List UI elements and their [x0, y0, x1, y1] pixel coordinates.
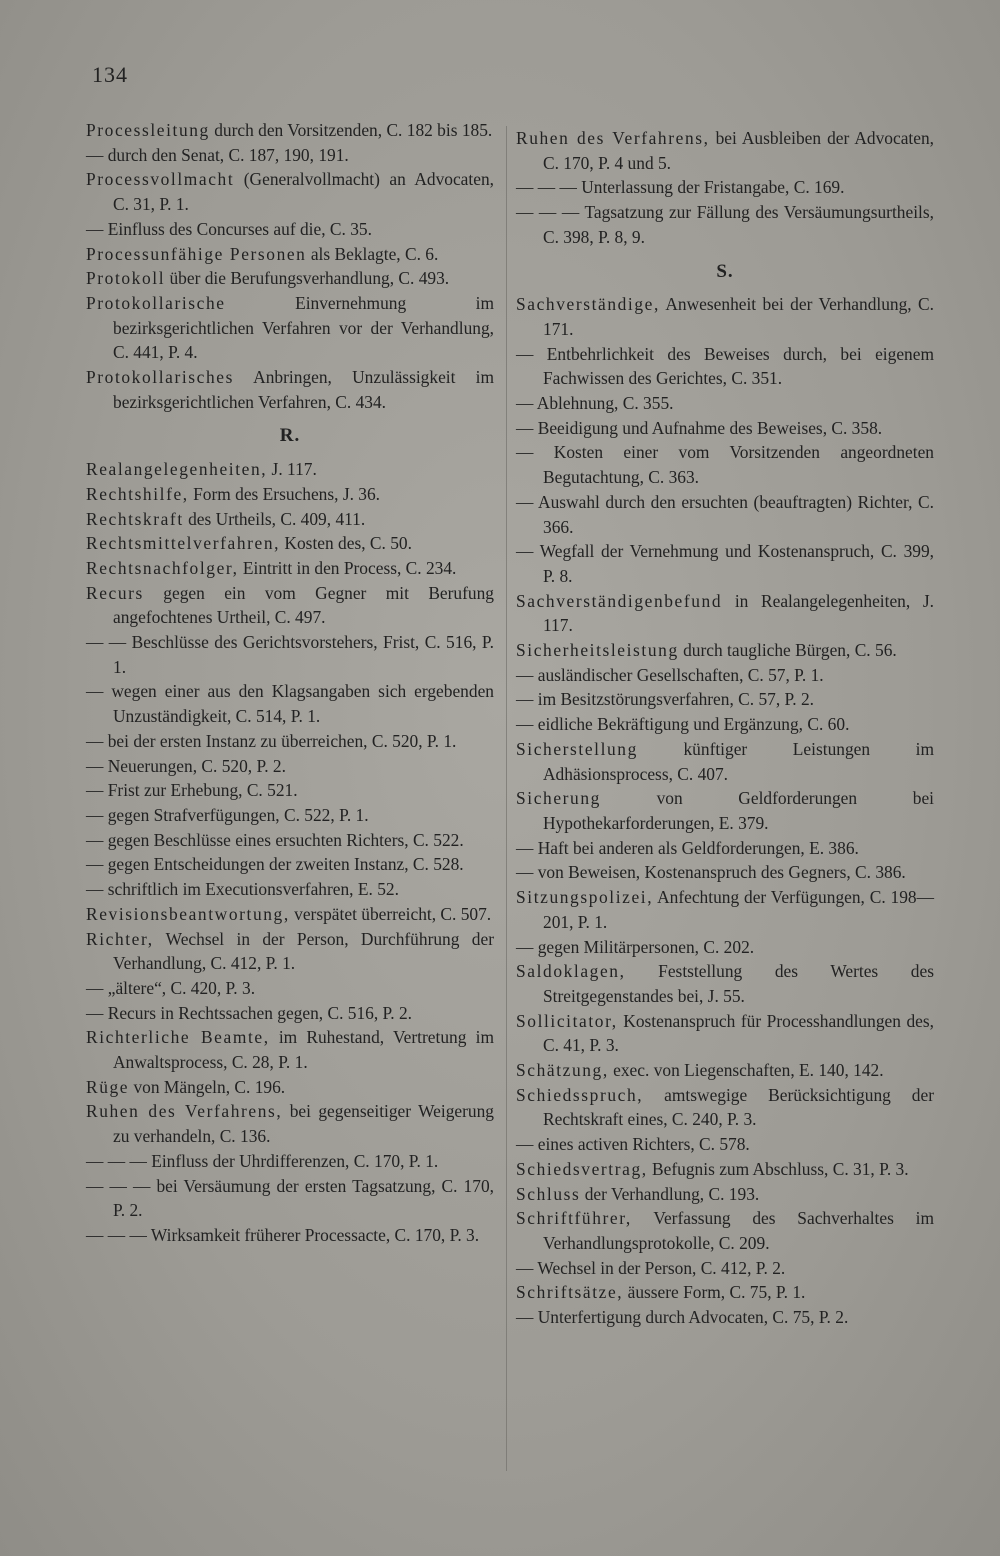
entry-keyword: Rüge	[86, 1076, 130, 1097]
entry-keyword: Revisionsbeantwortung,	[86, 903, 290, 924]
index-subentry	[86, 852, 494, 877]
entry-text: — „ältere“, C. 420, P. 3.	[86, 977, 256, 998]
index-entry	[86, 167, 494, 216]
entry-text: Anwesenheit bei der Verhandlung, C. 171.	[543, 294, 934, 339]
entry-keyword: Schiedsspruch,	[516, 1084, 644, 1105]
entry-text: Form des Ersuchens, J. 36.	[188, 483, 381, 504]
index-entry	[86, 482, 494, 507]
index-entry	[516, 1182, 934, 1207]
entry-text: des Urtheils, C. 409, 411.	[183, 508, 366, 529]
entry-keyword: Sollicitator,	[516, 1010, 618, 1031]
entry-text: — Recurs in Rechtssachen gegen, C. 516, P. 2.	[86, 1002, 413, 1023]
entry-text: — — — Tagsatzung zur Fällung des Versäumungsurtheils, C. 398, P. 8, 9.	[516, 202, 934, 247]
entry-text: (Generalvollmacht) an Advocaten, C. 31, P. 1.	[113, 169, 494, 215]
entry-text: Wechsel in der Person, Durchführung der Verhandlung, C. 412, P. 1.	[113, 928, 494, 974]
entry-text: — — — bei Versäumung der ersten Tagsatzung, C. 170, P. 2.	[86, 1175, 494, 1221]
section-heading: R.	[279, 425, 301, 447]
entry-keyword: Protokollarisches	[86, 367, 234, 388]
entry-text: als Beklagte, C. 6.	[306, 243, 439, 264]
entry-keyword: Rechtsmittelverfahren,	[86, 533, 281, 554]
index-subentry	[86, 630, 494, 679]
index-subentry	[516, 1256, 934, 1281]
entry-text: — Neuerungen, C. 520, P. 2.	[86, 755, 286, 776]
index-entry	[86, 1025, 494, 1074]
entry-text: — Entbehrlichkeit des Beweises durch, bei eigenem Fachwissen des Gerichtes, C. 351.	[516, 343, 934, 389]
index-subentry	[86, 729, 494, 754]
index-subentry	[86, 143, 494, 168]
entry-text: Verfassung des Sachverhaltes im Verhandlungsprotokolle, C. 209.	[543, 1208, 934, 1253]
index-entry	[86, 1099, 494, 1148]
entry-text: — Unterfertigung durch Advocaten, C. 75, P. 2.	[516, 1307, 849, 1328]
index-entry	[86, 242, 494, 267]
index-subentry	[516, 175, 934, 200]
index-entry	[86, 457, 494, 482]
index-subentry	[516, 712, 934, 737]
entry-keyword: Sitzungspolizei,	[516, 887, 654, 908]
index-subentry	[516, 391, 934, 416]
entry-text: — bei der ersten Instanz zu überreichen, C. 520, P. 1.	[86, 730, 457, 751]
index-entry	[86, 507, 494, 532]
entry-keyword: Recurs	[86, 582, 144, 603]
index-subentry	[516, 440, 934, 489]
entry-text: von Geldforderungen bei Hypothekarforderungen, E. 379.	[543, 788, 934, 833]
entry-text: — Frist zur Erhebung, C. 521.	[86, 780, 298, 801]
entry-text: J. 117.	[267, 459, 317, 480]
entry-text: von Mängeln, C. 196.	[129, 1076, 286, 1097]
index-subentry	[86, 1223, 494, 1248]
entry-text: äussere Form, C. 75, P. 1.	[623, 1282, 806, 1303]
entry-text: — Wechsel in der Person, C. 412, P. 2.	[516, 1257, 786, 1278]
entry-text: der Verhandlung, C. 193.	[580, 1183, 760, 1204]
index-entry	[86, 531, 494, 556]
index-subentry	[86, 1149, 494, 1174]
index-entry	[86, 556, 494, 581]
entry-text: — durch den Senat, C. 187, 190, 191.	[86, 144, 349, 165]
index-entry	[86, 1075, 494, 1100]
index-subentry	[86, 778, 494, 803]
index-entry	[516, 1083, 934, 1132]
index-subentry	[516, 200, 934, 249]
entry-text: — Haft bei anderen als Geldforderungen, E. 386.	[516, 837, 859, 858]
entry-text: — Wegfall der Vernehmung und Kostenanspruch, C. 399, P. 8.	[516, 541, 934, 586]
entry-keyword: Schriftführer,	[516, 1208, 632, 1229]
entry-keyword: Sachverständige,	[516, 294, 660, 315]
index-subentry	[516, 539, 934, 588]
entry-keyword: Rechtskraft	[86, 508, 184, 529]
entry-text: — gegen Militärpersonen, C. 202.	[516, 936, 755, 957]
entry-keyword: Schriftsätze,	[516, 1282, 624, 1303]
entry-text: über die Berufungsverhandlung, C. 493.	[165, 268, 450, 289]
entry-text: — eidliche Bekräftigung und Ergänzung, C. 60.	[516, 714, 850, 735]
entry-text: künftiger Leistungen im Adhäsionsprocess, C. 407.	[543, 738, 934, 784]
entry-text: Einvernehmung im bezirksgerichtlichen Verfahren vor der Verhandlung, C. 441, P. 4.	[113, 292, 494, 363]
index-subentry	[516, 663, 934, 688]
page-number: 134	[92, 62, 128, 87]
entry-keyword: Schluss	[516, 1183, 581, 1204]
entry-text: Befugnis zum Abschluss, C. 31, P. 3.	[647, 1158, 909, 1179]
entry-text: — gegen Strafverfügungen, C. 522, P. 1.	[86, 804, 369, 825]
index-subentry	[86, 679, 494, 728]
index-subentry	[516, 935, 934, 960]
entry-keyword: Ruhen des Verfahrens,	[86, 1101, 283, 1122]
entry-text: im Ruhestand, Vertretung im Anwaltsprocess, C. 28, P. 1.	[113, 1027, 494, 1073]
entry-text: — gegen Beschlüsse eines ersuchten Richters, C. 522.	[86, 829, 464, 850]
entry-text: — Ablehnung, C. 355.	[516, 393, 674, 414]
entry-text: bei Ausbleiben der Advocaten, C. 170, P. 4 und 5.	[543, 128, 935, 173]
entry-text: Kosten des, C. 50.	[280, 533, 412, 554]
index-entry	[516, 292, 934, 341]
entry-text: — eines activen Richters, C. 578.	[516, 1134, 750, 1155]
entry-keyword: Rechtshilfe,	[86, 483, 189, 504]
entry-text: — — — Wirksamkeit früherer Processacte, C. 170, P. 3.	[86, 1224, 480, 1245]
entry-keyword: Schiedsvertrag,	[516, 1158, 648, 1179]
entry-keyword: Rechtsnachfolger,	[86, 557, 239, 578]
index-subentry	[86, 1174, 494, 1223]
index-subentry	[86, 976, 494, 1001]
section-heading: S.	[716, 260, 734, 282]
index-subentry	[516, 342, 934, 391]
index-entry	[516, 126, 934, 175]
entry-text: durch taugliche Bürgen, C. 56.	[678, 640, 897, 661]
entry-text: — Beeidigung und Aufnahme des Beweises, C. 358.	[516, 417, 883, 438]
index-entry	[516, 1058, 934, 1083]
entry-text: Feststellung des Wertes des Streitgegenstandes bei, J. 55.	[543, 961, 934, 1006]
entry-text: exec. von Liegenschaften, E. 140, 142.	[608, 1060, 884, 1081]
entry-text: amtswegige Berücksichtigung der Rechtskraft eines, C. 240, P. 3.	[543, 1084, 934, 1130]
index-entry	[86, 266, 494, 291]
entry-text: Anbringen, Unzulässigkeit im bezirksgerichtlichen Verfahren, C. 434.	[113, 367, 494, 412]
entry-text: verspätet überreicht, C. 507.	[289, 903, 492, 924]
entry-keyword: Processvollmacht	[86, 169, 235, 190]
index-entry	[516, 885, 934, 934]
entry-text: — ausländischer Gesellschaften, C. 57, P. 1.	[516, 664, 824, 685]
entry-keyword: Sachverständigenbefund	[516, 590, 723, 611]
entry-keyword: Realangelegenheiten,	[86, 459, 268, 480]
entry-keyword: Protokoll	[86, 268, 166, 289]
index-entry	[516, 1009, 934, 1058]
index-entry	[516, 638, 934, 663]
entry-keyword: Richter,	[86, 928, 154, 949]
index-subentry	[86, 828, 494, 853]
index-entry	[86, 927, 494, 976]
index-column-right	[516, 126, 934, 1330]
entry-keyword: Protokollarische	[86, 292, 226, 313]
index-entry	[86, 365, 494, 414]
index-entry	[86, 118, 494, 143]
entry-keyword: Sicherheitsleistung	[516, 640, 679, 661]
index-entry	[516, 959, 934, 1008]
entry-keyword: Ruhen des Verfahrens,	[516, 128, 710, 148]
entry-text: — von Beweisen, Kostenanspruch des Gegners, C. 386.	[516, 862, 906, 883]
index-subentry	[86, 754, 494, 779]
index-entry	[86, 291, 494, 365]
entry-keyword: Saldoklagen,	[516, 961, 626, 982]
entry-text: — schriftlich im Executionsverfahren, E. 52.	[86, 879, 399, 900]
index-subentry	[516, 1132, 934, 1157]
entry-text: Eintritt in den Process, C. 234.	[238, 557, 457, 578]
index-entry	[516, 1280, 934, 1305]
index-subentry	[86, 877, 494, 902]
index-subentry	[86, 217, 494, 242]
index-subentry	[86, 803, 494, 828]
entry-keyword: Processleitung	[86, 120, 210, 140]
entry-keyword: Sicherung	[516, 788, 601, 809]
index-subentry	[516, 860, 934, 885]
entry-keyword: Processunfähige Personen	[86, 243, 307, 264]
index-entry	[86, 581, 494, 630]
entry-text: — — Beschlüsse des Gerichtsvorstehers, Frist, C. 516, P. 1.	[86, 632, 494, 677]
entry-keyword: Schätzung,	[516, 1060, 609, 1081]
entry-text: — Einfluss des Concurses auf die, C. 35.	[86, 218, 372, 239]
entry-keyword: Richterliche Beamte,	[86, 1027, 270, 1048]
entry-text: in Realangelegenheiten, J. 117.	[543, 590, 934, 636]
index-entry	[86, 902, 494, 927]
entry-text: — Auswahl durch den ersuchten (beauftragten) Richter, C. 366.	[516, 491, 934, 537]
index-subentry	[516, 1305, 934, 1330]
index-entry	[516, 737, 934, 786]
index-subentry	[516, 687, 934, 712]
index-entry	[516, 589, 934, 638]
index-subentry	[86, 1001, 494, 1026]
entry-keyword: Sicherstellung	[516, 738, 638, 759]
entry-text: — im Besitzstörungsverfahren, C. 57, P. 2.	[516, 689, 815, 710]
index-subentry	[516, 416, 934, 441]
index-subentry	[516, 490, 934, 539]
entry-text: — Kosten einer vom Vorsitzenden angeordneten Begutachtung, C. 363.	[516, 442, 934, 488]
column-divider	[506, 126, 507, 1471]
index-entry	[516, 786, 934, 835]
index-column-left	[86, 118, 494, 1248]
index-subentry	[516, 836, 934, 861]
index-entry	[516, 1206, 934, 1255]
entry-text: Anfechtung der Verfügungen, C. 198—201, P. 1.	[543, 887, 934, 932]
entry-text: durch den Vorsitzenden, C. 182 bis 185.	[209, 120, 493, 140]
entry-text: — — — Einfluss der Uhrdifferenzen, C. 170, P. 1.	[86, 1150, 439, 1171]
entry-text: gegen ein vom Gegner mit Berufung angefochtenes Urtheil, C. 497.	[113, 582, 494, 628]
entry-text: — — — Unterlassung der Fristangabe, C. 169.	[516, 177, 845, 198]
entry-text: — gegen Entscheidungen der zweiten Instanz, C. 528.	[86, 854, 464, 875]
entry-text: Kostenanspruch für Processhandlungen des, C. 41, P. 3.	[543, 1010, 934, 1056]
entry-text: — wegen einer aus den Klagsangaben sich ergebenden Unzuständigkeit, C. 514, P. 1.	[86, 681, 494, 727]
index-entry	[516, 1157, 934, 1182]
entry-text: bei gegenseitiger Weigerung zu verhandeln, C. 136.	[113, 1101, 494, 1147]
